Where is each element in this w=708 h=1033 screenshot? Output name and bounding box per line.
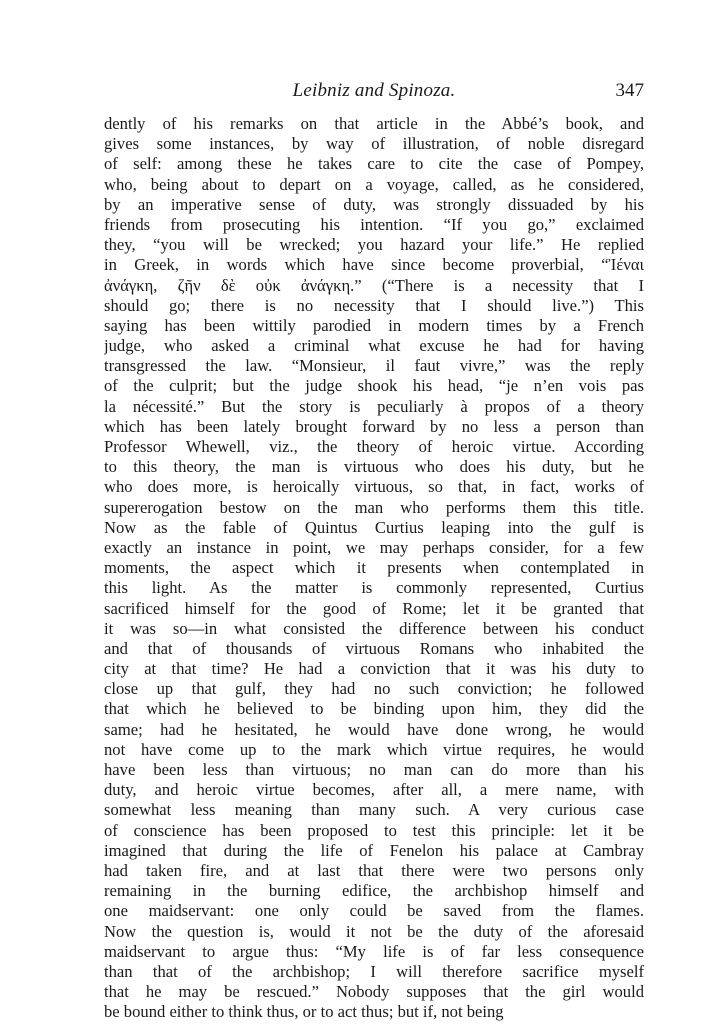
text-line: which has been lately brought forward by no less a person than [104, 416, 644, 436]
text-line: than that of the archbishop; I will therefore sacrifice myself [104, 961, 644, 981]
text-line: close up that gulf, they had no such conviction; he followed [104, 679, 644, 699]
text-line: that he may be rescued.” Nobody supposes that the girl would [104, 982, 644, 1002]
text-line: dently of his remarks on that article in the Abbé’s book, and [104, 114, 644, 133]
text-line: not have come up to the mark which virtue requires, he would [104, 739, 644, 759]
text-line: gives some instances, by way of illustration, of noble disregard [104, 134, 644, 154]
text-line: by an imperative sense of duty, was strongly dissuaded by his [104, 194, 644, 214]
text-line: have been less than virtuous; no man can do more than his [104, 760, 644, 779]
text-line: judge, who asked a criminal what excuse he had for having [104, 336, 644, 356]
text-line: and that of thousands of virtuous Romans who inhabited the [104, 638, 644, 658]
text-line: imagined that during the life of Fenelon his palace at Cambray [104, 840, 644, 860]
text-line: transgressed the law. “Monsieur, il faut vivre,” was the reply [104, 356, 644, 376]
text-line: who does more, is heroically virtuous, so that, in fact, works of [104, 477, 644, 497]
text-line: of the culprit; but the judge shook his head, “je n’en vois pas [104, 376, 644, 396]
text-line: who, being about to depart on a voyage, called, as he considered, [104, 174, 644, 194]
text-line: Now as the fable of Quintus Curtius leaping into the gulf is [104, 517, 644, 537]
text-line: supererogation bestow on the man who performs them this title. [104, 497, 644, 517]
text-line: of conscience has been proposed to test this principle: let it be [104, 820, 644, 840]
body-text [104, 114, 644, 1022]
text-line: saying has been wittily parodied in modern times by a French [104, 315, 644, 335]
text-line: one maidservant: one only could be saved from the flames. [104, 901, 644, 921]
text-line: Professor Whewell, viz., the theory of heroic virtue. According [104, 437, 644, 456]
text-line: to this theory, the man is virtuous who does his duty, but he [104, 457, 644, 477]
text-line: should go; there is no necessity that I should live.”) This [104, 295, 644, 315]
text-line: they, “you will be wrecked; you hazard your life.” He replied [104, 235, 644, 255]
text-line: somewhat less meaning than many such. A very curious case [104, 800, 644, 820]
text-line: it was so—in what consisted the difference between his conduct [104, 618, 644, 638]
running-head [104, 80, 644, 106]
text-line: sacrificed himself for the good of Rome; let it be granted that [104, 598, 644, 618]
text-line: friends from prosecuting his intention. “If you go,” exclaimed [104, 214, 644, 234]
text-line: in Greek, in words which have since become proverbial, “Ἰέναι [104, 255, 644, 275]
text-line: remaining in the burning edifice, the archbishop himself and [104, 881, 644, 901]
text-line: same; had he hesitated, he would have done wrong, he would [104, 719, 644, 739]
running-title: Leibniz and Spinoza. [292, 80, 456, 101]
text-line: Now the question is, would it not be the duty of the aforesaid [104, 921, 644, 941]
text-line: be bound either to think thus, or to act thus; but if, not being [104, 1002, 504, 1022]
text-line: maidservant to argue thus: “My life is of far less consequence [104, 941, 644, 961]
text-line: ἀνάγκη, ζῆν δὲ οὐκ ἀνάγκη.” (“There is a necessity that I [104, 275, 644, 295]
text-line: of self: among these he takes care to cite the case of Pompey, [104, 154, 644, 174]
text-line: city at that time? He had a conviction that it was his duty to [104, 659, 644, 679]
text-line: this light. As the matter is commonly represented, Curtius [104, 578, 644, 598]
text-line: exactly an instance in point, we may perhaps consider, for a few [104, 537, 644, 557]
text-line: duty, and heroic virtue becomes, after all, a mere name, with [104, 780, 644, 800]
page-number: 347 [615, 80, 644, 101]
text-line: moments, the aspect which it presents when contemplated in [104, 558, 644, 578]
text-line: that which he believed to be binding upon him, they did the [104, 699, 644, 719]
text-line: had taken fire, and at last that there were two persons only [104, 860, 644, 880]
text-line: la nécessité.” But the story is peculiarly à propos of a theory [104, 396, 644, 416]
